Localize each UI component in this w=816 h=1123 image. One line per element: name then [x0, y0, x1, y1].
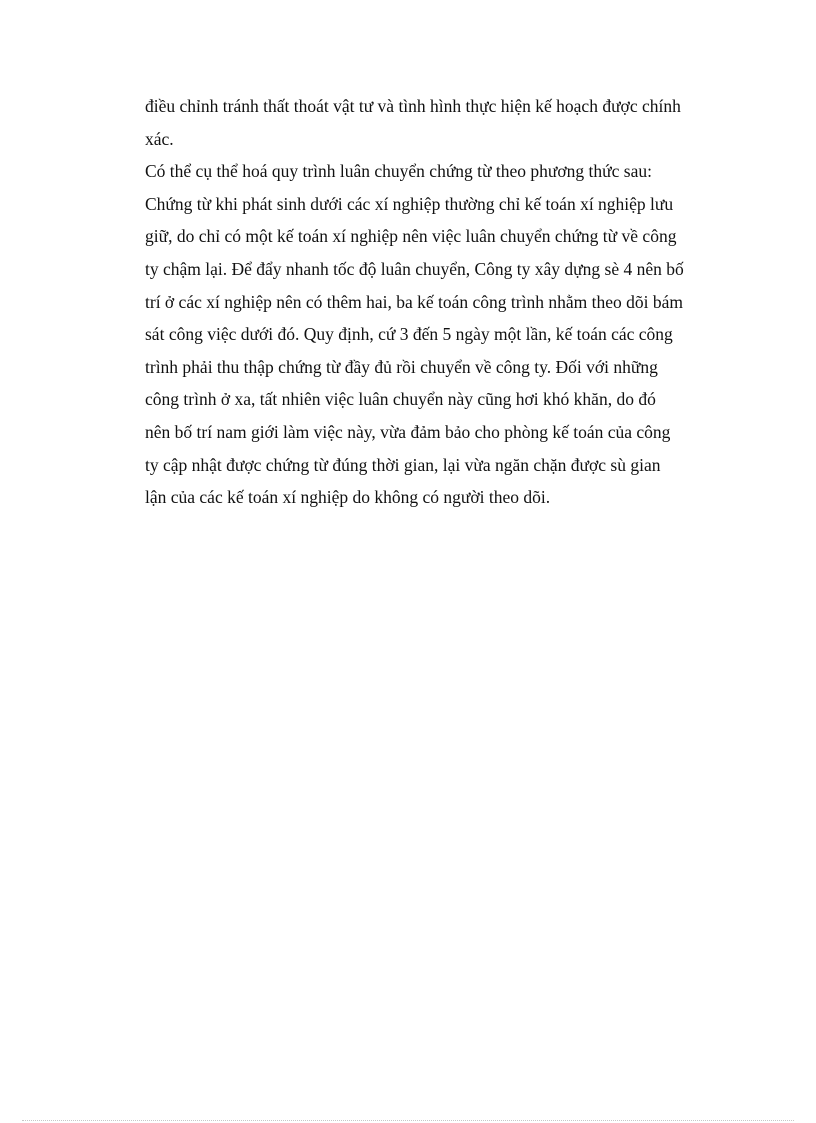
text-line: công trình ở xa, tất nhiên việc luân chuyển này cũng hơi khó khăn, do đó	[145, 389, 656, 410]
text-line: ty chậm lại. Để đẩy nhanh tốc độ luân chuyển, Công ty xây dựng sè 4 nên bố	[145, 258, 684, 279]
text-line: nên bố trí nam giới làm việc này, vừa đảm bảo cho phòng kế toán của công	[145, 421, 671, 442]
text-line: lận của các kế toán xí nghiệp do không có người theo dõi.	[145, 487, 551, 508]
text-line: trình phải thu thập chứng từ đầy đủ rồi chuyển về công ty. Đối với những	[145, 356, 658, 377]
text-line: sát công việc dưới đó. Quy định, cứ 3 đến 5 ngày một lần, kế toán các công	[145, 324, 673, 345]
page-bottom-rule	[22, 1120, 794, 1121]
body-text	[145, 90, 745, 514]
text-line: Có thể cụ thể hoá quy trình luân chuyển chứng từ theo phương thức sau:	[145, 161, 652, 182]
text-line: ty cập nhật được chứng từ đúng thời gian, lại vừa ngăn chặn được sù gian	[145, 454, 661, 475]
text-line: Chứng từ khi phát sinh dưới các xí nghiệp thường chỉ kế toán xí nghiệp lưu	[145, 193, 674, 214]
text-line: xác.	[145, 128, 174, 149]
text-line: giữ, do chỉ có một kế toán xí nghiệp nên việc luân chuyển chứng từ về công	[145, 226, 677, 247]
text-line: điều chỉnh tránh thất thoát vật tư và tình hình thực hiện kế hoạch được chính	[145, 96, 681, 116]
text-line: trí ở các xí nghiệp nên có thêm hai, ba kế toán công trình nhằm theo dõi bám	[145, 291, 683, 312]
